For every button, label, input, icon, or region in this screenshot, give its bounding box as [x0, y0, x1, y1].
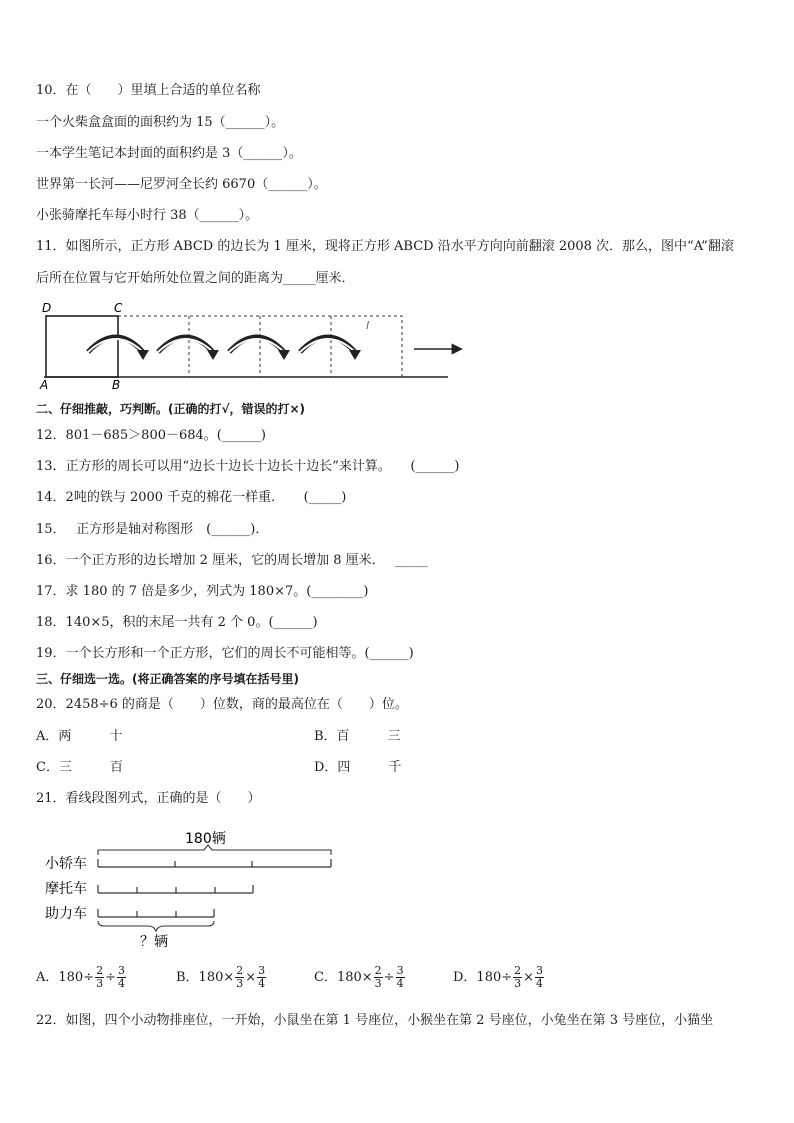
section-3-heading: 三、仔细选一选。(将正确答案的序号填在括号里) [36, 672, 299, 686]
q11-line-1: 11．如图所示，正方形 ABCD 的边长为 1 厘米，现将正方形 ABCD 沿水平方向向前翻滚 2008 次．那么，图中“A”翻滚 [36, 239, 734, 254]
q21-title: 21．看线段图列式，正确的是（ ） [36, 791, 261, 806]
row-label-motorbike: 摩托车 [45, 881, 87, 897]
row-label-car: 小轿车 [45, 856, 87, 872]
q10-item-2: 一本学生笔记本封面的面积约是 3（______）。 [36, 146, 302, 161]
segment-diagram [36, 825, 346, 953]
q21-option-c: C．180× $\frac{2}{3}$ ÷ $\frac{3}{4}$ [314, 964, 404, 990]
judge-18: 18．140×5，积的末尾一共有 2 个 0。(______) [36, 615, 318, 630]
q10-item-4: 小张骑摩托车每小时行 38（______）。 [36, 208, 259, 223]
q21-option-d: D．180÷ $\frac{2}{3}$ × $\frac{3}{4}$ [453, 964, 544, 990]
q21-option-a: A．180÷ $\frac{2}{3}$ ÷ $\frac{3}{4}$ [36, 964, 126, 990]
section-2-heading: 二、仔细推敲，巧判断。(正确的打√，错误的打×) [36, 402, 306, 416]
label-b: B [112, 378, 121, 392]
q11-line-2: 后所在位置与它开始所处位置之间的距离为_____厘米． [36, 271, 355, 286]
q20-option-b: B．百 三 [314, 729, 401, 744]
q10-item-1: 一个火柴盒盒面的面积约为 15（______）。 [36, 115, 285, 130]
label-a: A [40, 378, 49, 392]
judge-13: 13．正方形的周长可以用“边长十边长十边长十边长”来计算。 (______) [36, 459, 460, 474]
square-abcd [46, 316, 118, 377]
q20-option-d: D．四 千 [314, 760, 402, 775]
label-d: D [42, 301, 52, 315]
rolling-square-diagram [36, 300, 466, 392]
judge-16: 16．一个正方形的边长增加 2 厘米，它的周长增加 8 厘米． _____ [36, 553, 428, 568]
label-c: C [114, 301, 123, 315]
q10-item-3: 世界第一长河——尼罗河全长约 6670（______）。 [36, 177, 327, 192]
q10-title: 10．在（ ）里填上合适的单位名称 [36, 83, 261, 98]
q21-option-b: B．180× $\frac{2}{3}$ × $\frac{3}{4}$ [176, 964, 266, 990]
judge-12: 12．801－685＞800－684。(______) [36, 428, 266, 443]
unknown-label: ？辆 [140, 934, 168, 950]
judge-19: 19．一个长方形和一个正方形，它们的周长不可能相等。(______) [36, 646, 414, 661]
q22-line-1: 22．如图，四个小动物排座位，一开始，小鼠坐在第 1 号座位，小猴坐在第 2 号座位，小兔坐在第 3 号座位，小猫坐 [36, 1013, 714, 1028]
row-label-moped: 助力车 [45, 906, 87, 922]
judge-14: 14．2吨的铁与 2000 千克的棉花一样重． (_____) [36, 490, 347, 505]
q20-option-a: A．两 十 [36, 729, 123, 744]
label-mark: l [366, 319, 370, 332]
q20-title: 20．2458÷6 的商是（ ）位数，商的最高位在（ ）位。 [36, 697, 408, 712]
q20-option-c: C．三 百 [36, 760, 123, 775]
total-label: 180辆 [185, 831, 226, 847]
judge-15: 15． 正方形是轴对称图形 (______)． [36, 522, 269, 537]
judge-17: 17．求 180 的 7 倍是多少，列式为 180×7。(________) [36, 584, 369, 599]
